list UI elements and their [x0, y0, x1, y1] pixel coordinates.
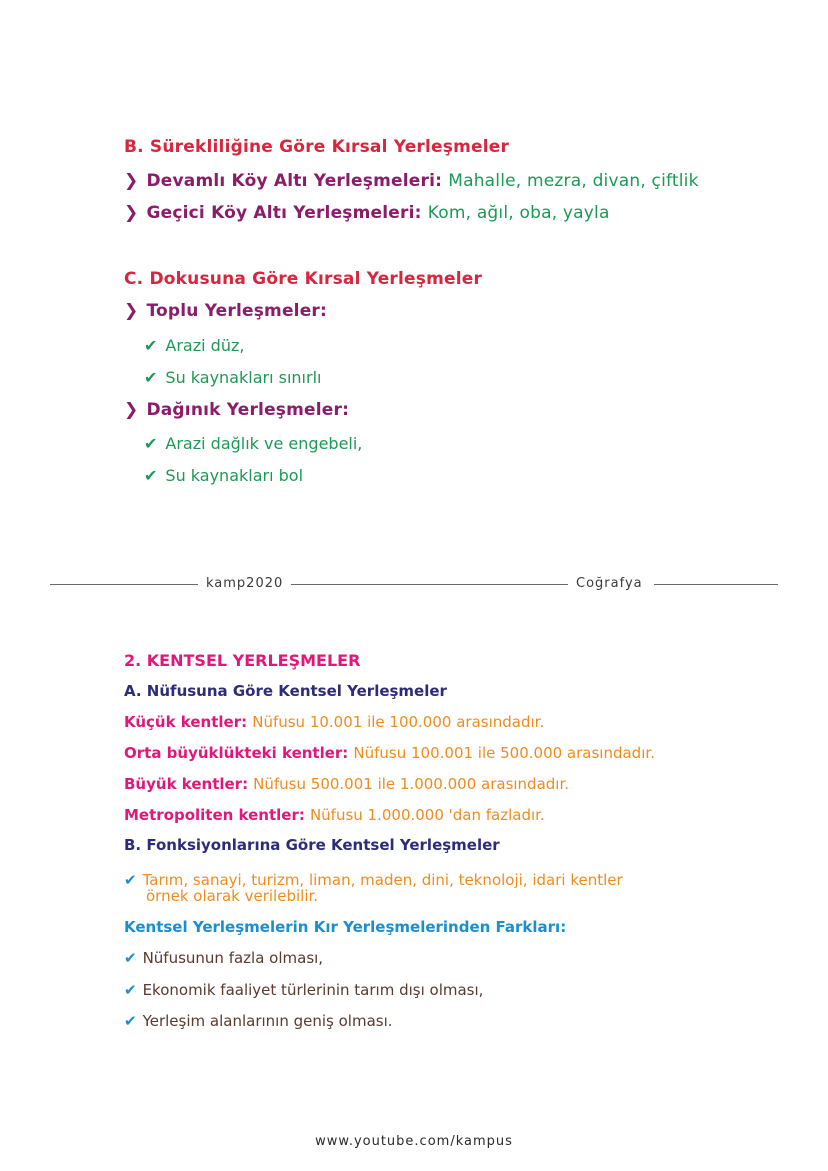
size-label: Metropoliten kentler:	[124, 806, 305, 824]
footer-url: www.youtube.com/kampus	[315, 1134, 513, 1149]
daginik-point-2	[144, 466, 303, 485]
b-item-2-label: Geçici Köy Altı Yerleşmeleri:	[146, 203, 422, 223]
size-label: Küçük kentler:	[124, 713, 248, 731]
functions-text-1: Tarım, sanayi, turizm, liman, maden, dini, teknoloji, idari kentler	[142, 871, 623, 889]
size-label: Orta büyüklükteki kentler:	[124, 744, 349, 762]
size-label: Büyük kentler:	[124, 775, 249, 793]
check-icon: ✔	[144, 336, 158, 355]
size-row-4	[124, 805, 545, 824]
size-desc: Nüfusu 500.001 ile 1.000.000 arasındadır.	[253, 775, 570, 793]
daginik-heading	[124, 400, 349, 420]
diff-text: Ekonomik faaliyet türlerinin tarım dışı olması,	[142, 981, 484, 999]
diff-item-3	[124, 1012, 393, 1030]
divider-middle	[291, 584, 568, 585]
divider-left	[50, 584, 198, 585]
toplu-point-2-text: Su kaynakları sınırlı	[165, 368, 322, 387]
toplu-label: Toplu Yerleşmeler:	[146, 301, 328, 321]
check-icon: ✔	[144, 368, 158, 387]
check-icon: ✔	[124, 981, 137, 999]
urban-a-title: A. Nüfusuna Göre Kentsel Yerleşmeler	[124, 682, 447, 700]
check-icon: ✔	[124, 1012, 137, 1030]
diff-item-2	[124, 981, 483, 999]
daginik-point-2-text: Su kaynakları bol	[165, 466, 304, 485]
separator-right-label: Coğrafya	[576, 576, 643, 591]
daginik-label: Dağınık Yerleşmeler:	[146, 400, 350, 420]
check-icon: ✔	[144, 434, 158, 453]
size-row-2	[124, 743, 655, 762]
toplu-point-2	[144, 368, 321, 387]
daginik-point-1-text: Arazi dağlık ve engebeli,	[165, 434, 363, 453]
separator-left-label: kamp2020	[206, 576, 284, 591]
chevron-right-icon: ❯	[124, 171, 139, 191]
check-icon: ✔	[124, 871, 137, 889]
diff-item-1	[124, 949, 323, 967]
diff-text: Yerleşim alanlarının geniş olması.	[142, 1012, 393, 1030]
b-item-2-value: Kom, ağıl, oba, yayla	[427, 203, 610, 223]
toplu-point-1-text: Arazi düz,	[165, 336, 245, 355]
urban-title: 2. KENTSEL YERLEŞMELER	[124, 651, 361, 670]
section-b-title: B. Sürekliliğine Göre Kırsal Yerleşmeler	[124, 137, 510, 157]
diff-title: Kentsel Yerleşmelerin Kır Yerleşmelerinden Farkları:	[124, 918, 567, 936]
chevron-right-icon: ❯	[124, 301, 139, 321]
check-icon: ✔	[124, 949, 137, 967]
size-desc: Nüfusu 100.001 ile 500.000 arasındadır.	[353, 744, 655, 762]
toplu-heading	[124, 301, 327, 321]
urban-b-title: B. Fonksiyonlarına Göre Kentsel Yerleşmeler	[124, 836, 500, 854]
toplu-point-1	[144, 336, 244, 355]
chevron-right-icon: ❯	[124, 400, 139, 420]
size-desc: Nüfusu 1.000.000 'dan fazladır.	[309, 806, 545, 824]
b-item-1	[124, 171, 699, 191]
b-item-2	[124, 203, 610, 223]
diff-text: Nüfusunun fazla olması,	[142, 949, 324, 967]
check-icon: ✔	[144, 466, 158, 485]
divider-right	[654, 584, 778, 585]
functions-line-2: örnek olarak verilebilir.	[146, 887, 319, 905]
section-c-title: C. Dokusuna Göre Kırsal Yerleşmeler	[124, 269, 483, 289]
chevron-right-icon: ❯	[124, 203, 139, 223]
b-item-1-value: Mahalle, mezra, divan, çiftlik	[448, 171, 699, 191]
size-row-1	[124, 712, 544, 731]
size-row-3	[124, 774, 569, 793]
b-item-1-label: Devamlı Köy Altı Yerleşmeleri:	[146, 171, 443, 191]
daginik-point-1	[144, 434, 362, 453]
size-desc: Nüfusu 10.001 ile 100.000 arasındadır.	[252, 713, 545, 731]
